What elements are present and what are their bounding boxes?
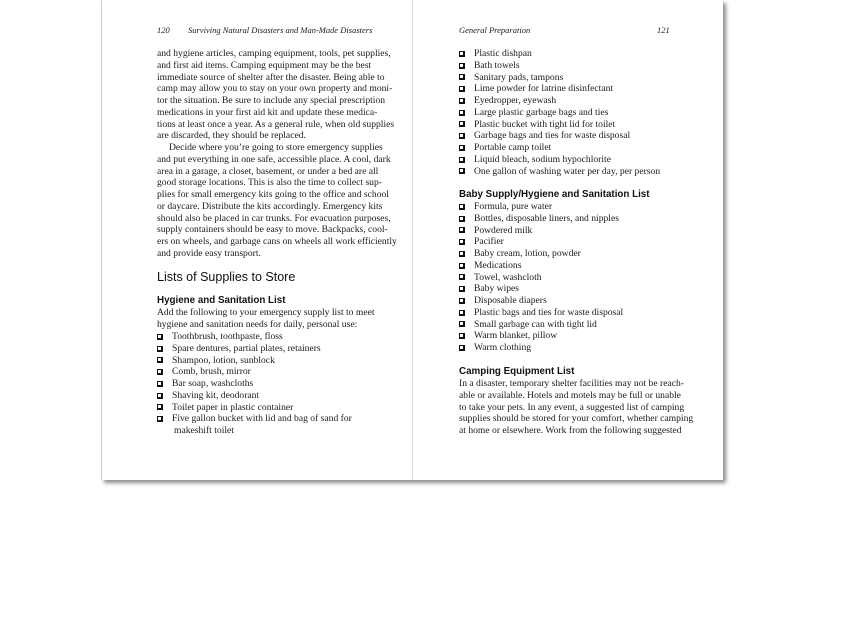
checkbox-icon [157, 416, 163, 422]
text-line: Decide where you’re going to store emergency supplies [169, 142, 383, 153]
hygiene-checklist [157, 331, 372, 425]
checkbox-icon [459, 321, 465, 327]
checklist-item-label: Liquid bleach, sodium hypochlorite [474, 153, 611, 165]
checklist-item [459, 213, 674, 225]
checkbox-icon [459, 51, 465, 57]
checklist-item-label: Pacifier [474, 236, 504, 248]
checklist-item-label: Five gallon bucket with lid and bag of sand for [172, 413, 352, 425]
running-head-left: Surviving Natural Disasters and Man-Made Disasters [188, 25, 373, 35]
text-line: and hygiene articles, camping equipment, tools, pet supplies, [157, 48, 391, 59]
checklist-item [459, 72, 674, 84]
checkbox-icon [157, 381, 163, 387]
checklist-item [459, 307, 674, 319]
checklist-item [459, 295, 674, 307]
checkbox-icon [157, 404, 163, 410]
checklist-item [459, 130, 674, 142]
running-head-right: General Preparation [459, 25, 531, 35]
checklist-item-label: Large plastic garbage bags and ties [474, 106, 609, 118]
checklist-item-label: Spare dentures, partial plates, retainers [172, 342, 321, 354]
checklist-item [459, 236, 674, 248]
checkbox-icon [459, 216, 465, 222]
section-heading: Lists of Supplies to Store [157, 270, 296, 284]
checklist-item [459, 248, 674, 260]
checklist-item-label: Powdered milk [474, 224, 533, 236]
checklist-item-label: Bath towels [474, 59, 520, 71]
checklist-item-label: Small garbage can with tight lid [474, 318, 597, 330]
checklist-item-label: Plastic bags and ties for waste disposal [474, 306, 624, 318]
checkbox-icon [459, 168, 465, 174]
checkbox-icon [459, 86, 465, 92]
text-line: tions at least once a year. As a general rule, when old supplies [157, 118, 395, 130]
left-page [102, 0, 412, 480]
checklist-item [459, 142, 674, 154]
checklist-item-label: Towel, washcloth [474, 271, 542, 283]
right-page [413, 0, 723, 480]
checklist-item [459, 225, 674, 237]
checklist-item [157, 402, 372, 414]
checkbox-icon [459, 204, 465, 210]
text-line: and provide easy transport. [157, 247, 261, 259]
checkbox-icon [459, 110, 465, 116]
checkbox-icon [157, 369, 163, 375]
checkbox-icon [157, 393, 163, 399]
checklist-item-label: Eyedropper, eyewash [474, 95, 557, 106]
checkbox-icon [459, 74, 465, 80]
checklist-item-label: Toothbrush, toothpaste, floss [172, 331, 283, 342]
text-line: hygiene and sanitation needs for daily, personal use: [157, 318, 358, 330]
camping-paragraph [459, 378, 694, 437]
checkbox-icon [459, 310, 465, 316]
camping-heading: Camping Equipment List [459, 366, 575, 377]
checklist-item-label: Warm blanket, pillow [474, 330, 558, 342]
text-line: able or available. Hotels and motels may be full or unable [459, 389, 681, 401]
text-line: tor the situation. Be sure to include any special prescription [157, 95, 386, 106]
hygiene-intro [157, 307, 375, 331]
checklist-item-label: Bottles, disposable liners, and nipples [474, 212, 619, 224]
checkbox-icon [459, 251, 465, 257]
text-line: or daycare. Distribute the kits accordingly. Emergency kits [157, 200, 383, 212]
checklist-item [459, 166, 674, 178]
text-line: should also be placed in car trunks. For evacuation purposes, [157, 212, 391, 224]
checklist-item-label: Portable camp toilet [474, 142, 552, 153]
hygiene-checklist-continued [459, 48, 674, 177]
paragraph-1 [157, 48, 395, 142]
checklist-item [459, 319, 674, 331]
checklist-item [459, 48, 674, 60]
checkbox-icon [157, 334, 163, 340]
checklist-item [459, 260, 674, 272]
checklist-item [459, 60, 674, 72]
checkbox-icon [459, 227, 465, 233]
checkbox-icon [459, 157, 465, 163]
checklist-item [459, 107, 674, 119]
checkbox-icon [459, 298, 465, 304]
checklist-item-label: Disposable diapers [474, 295, 547, 306]
checkbox-icon [459, 333, 465, 339]
book-spread [101, 0, 723, 480]
checkbox-icon [157, 357, 163, 363]
text-line: ers on wheels, and garbage cans on wheels all work efficiently [157, 236, 397, 247]
text-line: good storage locations. This is also the time to collect sup- [157, 177, 382, 189]
checklist-item [459, 342, 674, 354]
checklist-item [459, 283, 674, 295]
text-line: supply containers should be easy to move. Backpacks, cool- [157, 224, 388, 236]
checklist-item [157, 390, 372, 402]
text-line: camp may allow you to stay on your own property and moni- [157, 83, 393, 95]
checklist-item-label: Comb, brush, mirror [172, 366, 251, 378]
checkbox-icon [459, 274, 465, 280]
checklist-item [157, 378, 372, 390]
checklist-item-label: One gallon of washing water per day, per person [474, 165, 661, 177]
checkbox-icon [459, 63, 465, 69]
text-line: supplies should be stored for your comfort, whether camping [459, 413, 694, 425]
checklist-item-label: Shaving kit, deodorant [172, 389, 260, 401]
checklist-item-label: Sanitary pads, tampons [474, 71, 564, 83]
text-line: medications in your first aid kit and update these medica- [157, 106, 378, 118]
checklist-item-label: Toilet paper in plastic container [172, 401, 294, 413]
checkbox-icon [459, 286, 465, 292]
text-line: and first aid items. Camping equipment may be the best [157, 59, 372, 71]
checklist-item [459, 119, 674, 131]
hygiene-item-continuation: makeshift toilet [174, 425, 234, 436]
checklist-item-label: Lime powder for latrine disinfectant [474, 83, 614, 95]
checkbox-icon [459, 121, 465, 127]
checklist-item-label: Garbage bags and ties for waste disposal [474, 130, 631, 142]
baby-checklist [459, 201, 674, 354]
checklist-item [459, 272, 674, 284]
checklist-item-label: Warm clothing [474, 342, 532, 353]
checklist-item [459, 201, 674, 213]
checklist-item-label: Plastic dishpan [474, 48, 532, 59]
text-line: immediate source of shelter after the disaster. Being able to [157, 71, 385, 83]
checklist-item-label: Baby wipes [474, 283, 520, 295]
checklist-item-label: Formula, pure water [474, 201, 553, 212]
checklist-item [459, 83, 674, 95]
checklist-item [157, 355, 372, 367]
checklist-item [157, 331, 372, 343]
checklist-item-label: Bar soap, washcloths [172, 378, 254, 389]
text-line: area in a garage, a closet, basement, or under a bed are all [157, 165, 379, 177]
page-number-left: 120 [157, 25, 170, 35]
text-line: at home or elsewhere. Work from the following suggested [459, 425, 682, 436]
checkbox-icon [459, 239, 465, 245]
checklist-item-label: Baby cream, lotion, powder [474, 248, 581, 259]
text-line: Add the following to your emergency supply list to meet [157, 307, 375, 318]
checkbox-icon [459, 133, 465, 139]
page-number-right: 121 [657, 25, 670, 35]
text-line: to take your pets. In any event, a suggested list of camping [459, 401, 685, 413]
paragraph-2 [157, 142, 397, 260]
text-line: In a disaster, temporary shelter facilities may not be reach- [459, 378, 684, 389]
hygiene-heading: Hygiene and Sanitation List [157, 295, 286, 306]
checklist-item [459, 154, 674, 166]
checkbox-icon [459, 345, 465, 351]
checkbox-icon [157, 346, 163, 352]
checkbox-icon [459, 98, 465, 104]
checklist-item-label: Medications [474, 259, 522, 271]
text-line: are discarded, they should be replaced. [157, 130, 306, 142]
checklist-item [459, 95, 674, 107]
checkbox-icon [459, 263, 465, 269]
checklist-item-label: Shampoo, lotion, sunblock [172, 354, 275, 366]
baby-supply-heading: Baby Supply/Hygiene and Sanitation List [459, 189, 650, 200]
text-line: and put everything in one safe, accessible place. A cool, dark [157, 153, 391, 165]
checklist-item [157, 366, 372, 378]
checklist-item [157, 413, 372, 425]
checklist-item [459, 330, 674, 342]
checklist-item [157, 343, 372, 355]
text-line: plies for small emergency kits going to the office and school [157, 189, 389, 200]
checklist-item-label: Plastic bucket with tight lid for toilet [474, 118, 616, 130]
checkbox-icon [459, 145, 465, 151]
